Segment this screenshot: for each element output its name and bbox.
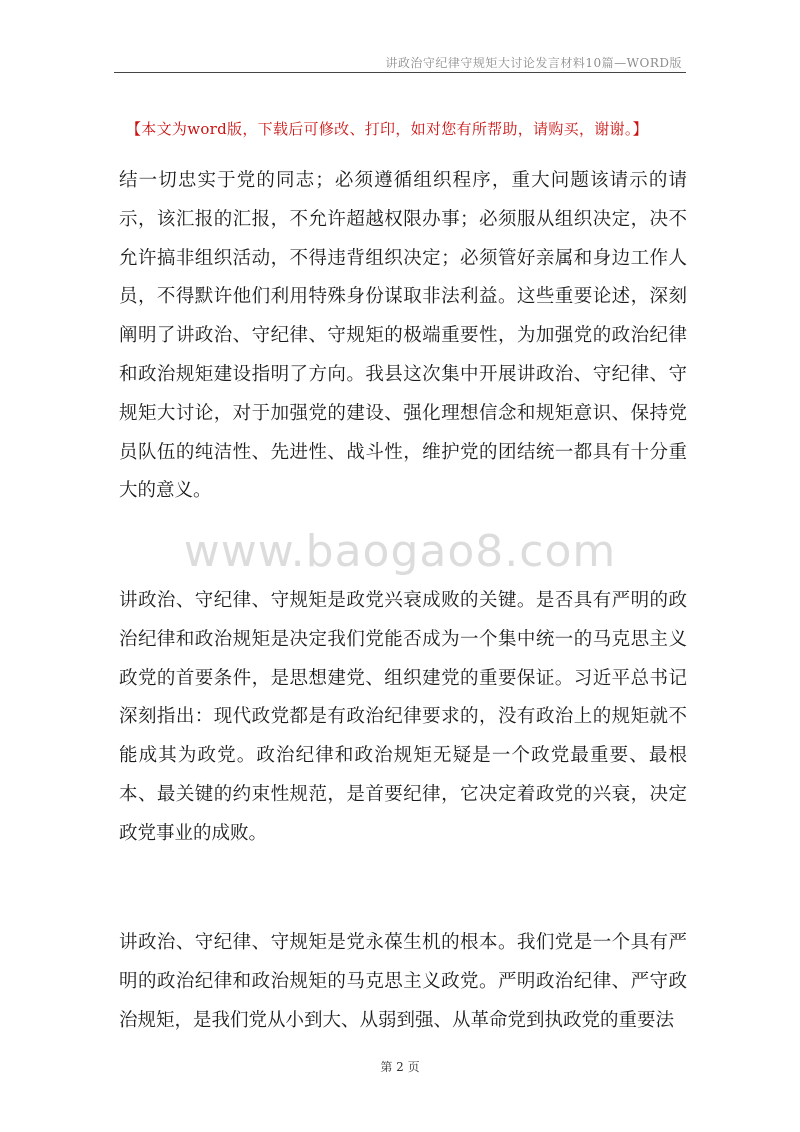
purchase-notice: 【本文为word版，下载后可修改、打印，如对您有所帮助，请购买，谢谢。】 (126, 120, 648, 138)
page-number: 第 2 页 (380, 1060, 420, 1074)
body-paragraph-1: 结一切忠实于党的同志；必须遵循组织程序，重大问题该请示的请示，该汇报的汇报，不允许超越权限办事；必须服从组织决定，决不允许搞非组织活动，不得违背组织决定；必须管好亲属和身边工作人员，不得默许他们利用特殊身份谋取非法利益。这些重要论述，深刻阐明了讲政治、守纪律、守规矩的极端重要性，为加强党的政治纪律和政治规矩建设指明了方向。我县这次集中开展讲政治、守纪律、守规矩大讨论，对于加强党的建设、强化理想信念和规矩意识、保持党员队伍的纯洁性、先进性、战斗性，维护党的团结统一都具有十分重大的意义。 (119, 170, 687, 502)
document-header-title: 讲政治守纪律守规矩大讨论发言材料10篇—WORD版 (385, 56, 682, 70)
body-paragraph-3: 讲政治、守纪律、守规矩是党永葆生机的根本。我们党是一个具有严明的政治纪律和政治规矩的马克思主义政党。严明政治纪律、严守政治规矩，是我们党从小到大、从弱到强、从革命党到执政党的重要法 (119, 932, 687, 1031)
header-divider (114, 72, 686, 73)
body-paragraph-2: 讲政治、守纪律、守规矩是政党兴衰成败的关键。是否具有严明的政治纪律和政治规矩是决定我们党能否成为一个集中统一的马克思主义政党的首要条件，是思想建党、组织建党的重要保证。习近平总书记深刻指出：现代政党都是有政治纪律要求的，没有政治上的规矩就不能成其为政党。政治纪律和政治规矩无疑是一个政党最重要、最根本、最关键的约束性规范，是首要纪律，它决定着政党的兴衰，决定政党事业的成败。 (119, 590, 687, 844)
watermark-text: www.baogao8.com (183, 526, 617, 577)
